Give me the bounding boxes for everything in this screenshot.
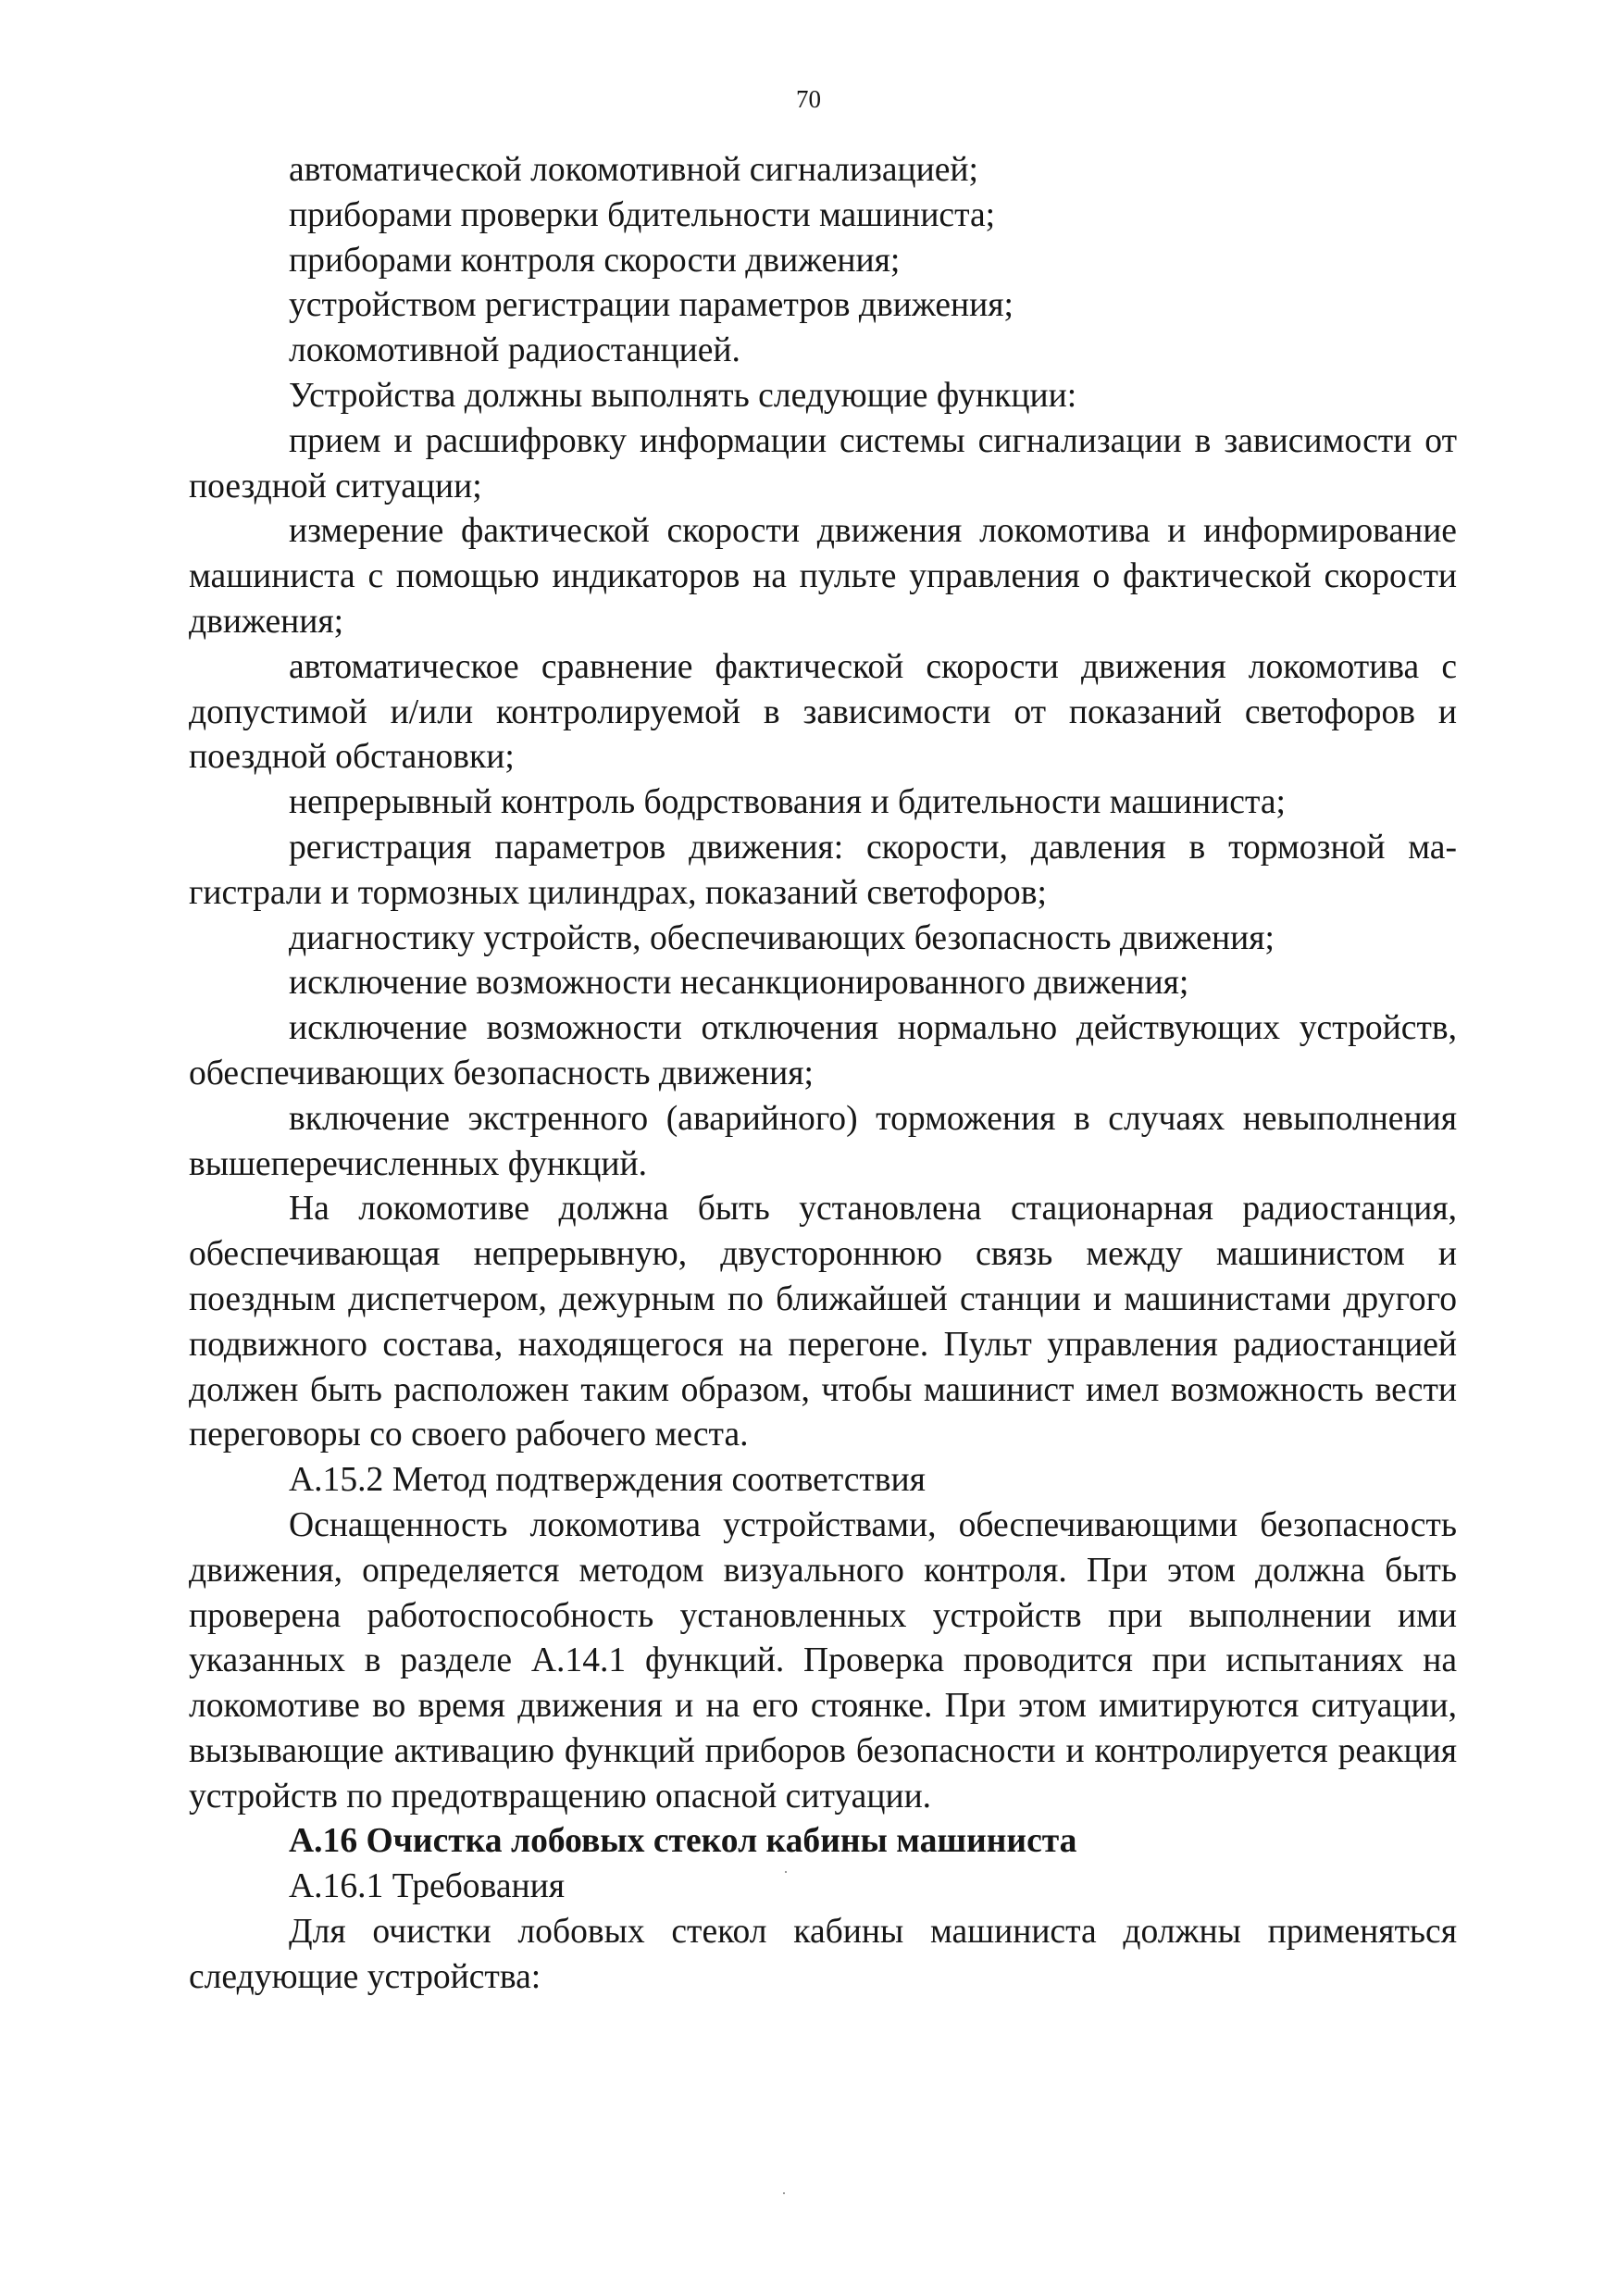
function-item: исключение возможности несанкционированного движения; [289, 964, 1189, 1003]
section-a16-title: А.16 Очистка лобовых стекол кабины машиниста [289, 1822, 1077, 1861]
list-item: устройством регистрации параметров движения; [289, 286, 1014, 325]
document-body [189, 148, 1457, 2001]
function-item: исключение возможности отключения нормально действующих устройств, обеспечивающих безопасность движения; [189, 1009, 1457, 1092]
function-item: измерение фактической скорости движения локомотива и информирование машиниста с помощью индикаторов на пульте управления о фактической скорости движения; [189, 512, 1457, 641]
section-a15-2-text: Оснащенность локомотива устройствами, обеспечивающими безопасность движения, определяется методом визуального контроля. При этом должна быть проверена работоспособность установленных устройств при выполнении ими указанных в разделе А.14.1 функций. Проверка проводится при испытаниях на локомотиве во время движения и на его стоянке. При этом имитируются ситуации, вызывающие активацию функций приборов безопасности и контролируется реакция устройств по предотвращению опасной ситуации. [189, 1505, 1457, 1816]
function-item: прием и расшифровку информации системы сигнализации в зависимости от поездной ситуации; [189, 421, 1457, 505]
function-item: автоматическое сравнение фактической скорости движения локомотива с допустимой и/или контролируемой в зависимости от показаний светофоров и поездной обстановки; [189, 647, 1457, 777]
function-item: регистрация параметров движения: скорости, давления в тормозной магистрали и тормозных цилиндрах, показаний светофоров; [189, 828, 1457, 912]
section-a15-2-title: А.15.2 Метод подтверждения соответствия [289, 1461, 926, 1500]
list-item: автоматической локомотивной сигнализацией; [289, 151, 978, 189]
section-a16-1-title: А.16.1 Требования [289, 1867, 566, 1906]
scan-speck [785, 1871, 787, 1873]
radio-paragraph: На локомотиве должна быть установлена стационарная радиостанция, обеспечивающая непрерывную, двустороннюю связь между машинистом и поездным диспетчером, дежурным по ближайшей станции и машинистами другого подвижного состава, находящегося на перегоне. Пульт управления радиостанцией должен быть расположен таким образом, чтобы машинист имел возможность вести переговоры со своего рабочего места. [189, 1190, 1457, 1454]
functions-intro: Устройства должны выполнять следующие функции: [289, 376, 1077, 415]
scan-speck [783, 2192, 785, 2194]
function-item: непрерывный контроль бодрствования и бдительности машиниста; [289, 783, 1286, 822]
page-number: 70 [796, 85, 821, 113]
function-item: диагностику устройств, обеспечивающих безопасность движения; [289, 918, 1275, 957]
function-item: включение экстренного (аварийного) торможения в случаях невыполнения вышеперечисленных функций. [189, 1099, 1457, 1183]
list-item: локомотивной радиостанцией. [289, 331, 740, 370]
section-a16-1-text: Для очистки лобовых стекол кабины машиниста должны применяться следующие устройства: [189, 1913, 1457, 1996]
list-item: приборами проверки бдительности машиниста; [289, 195, 996, 234]
list-item: приборами контроля скорости движения; [289, 241, 901, 280]
